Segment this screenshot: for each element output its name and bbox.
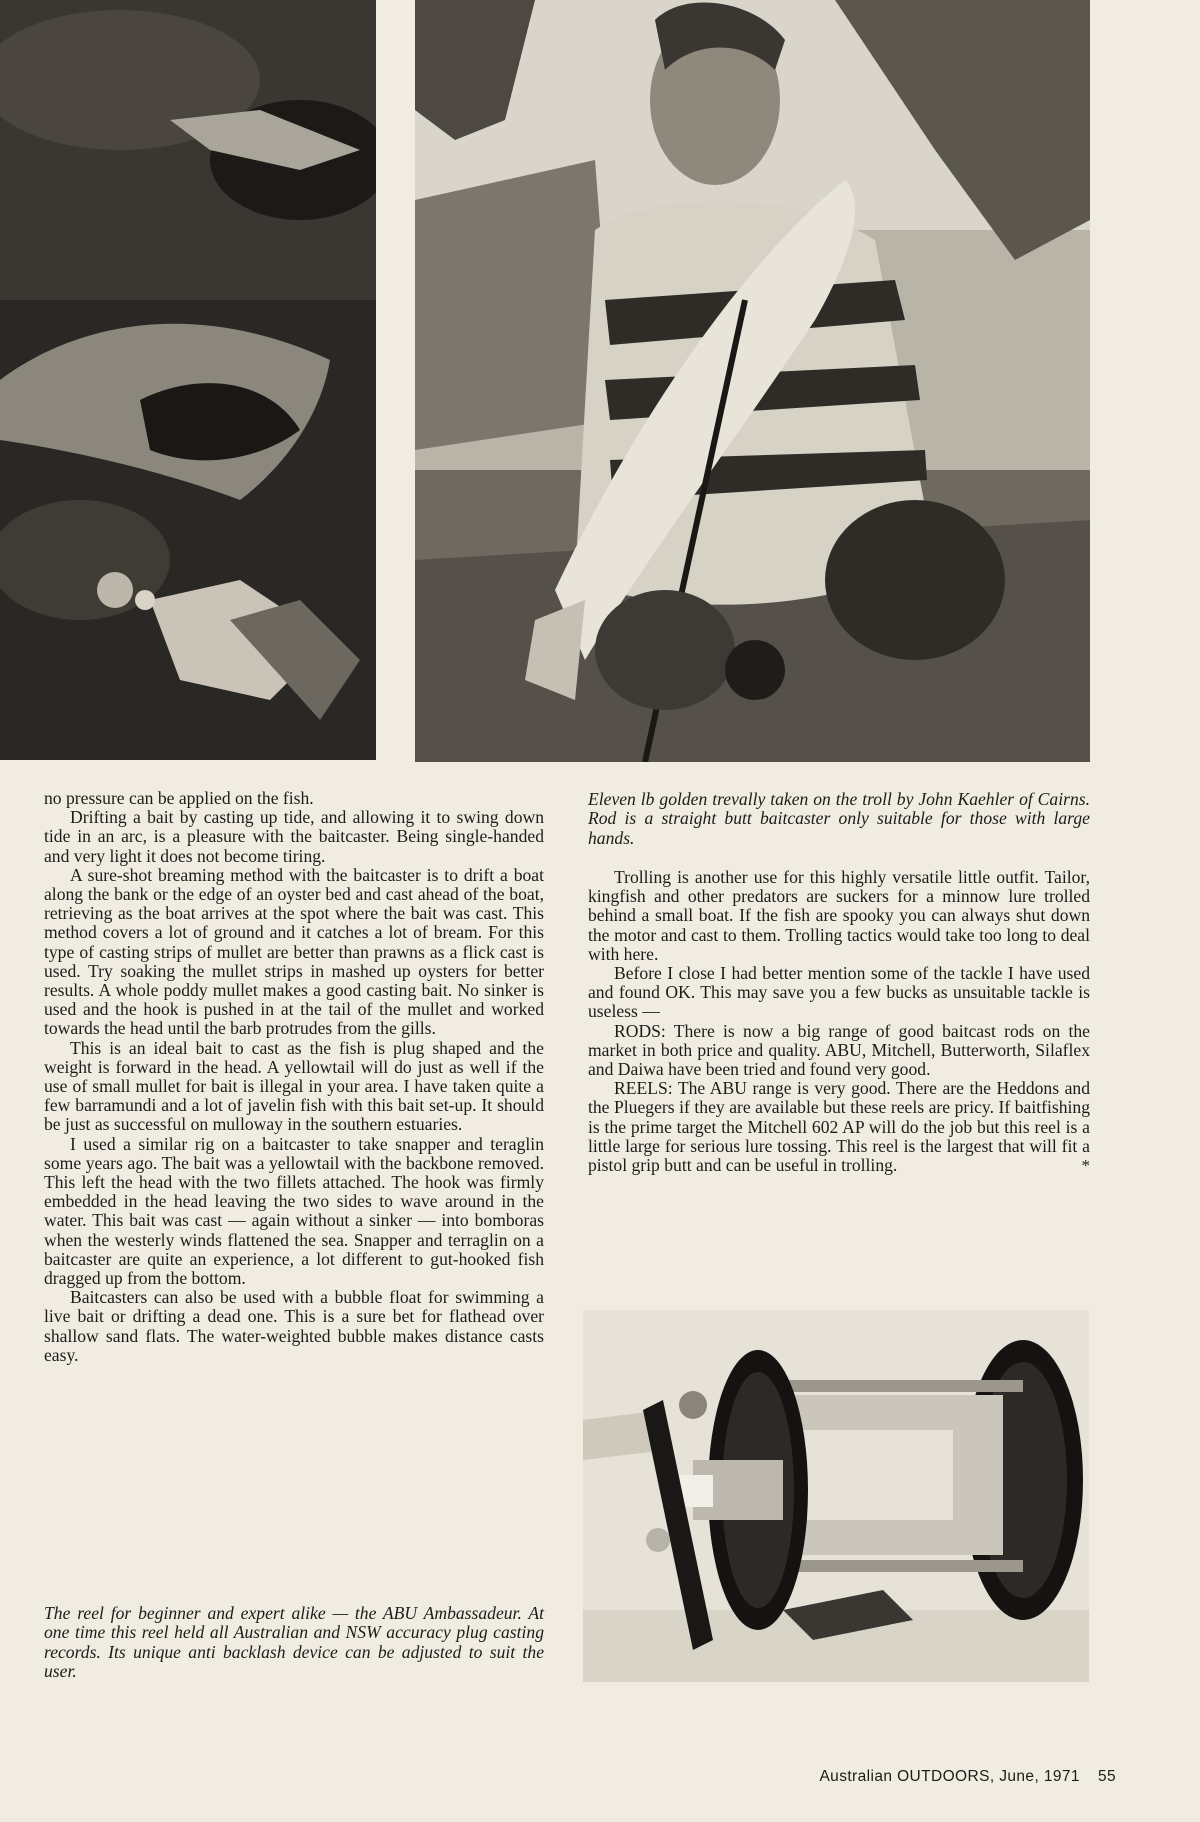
article-column-left	[44, 789, 544, 1365]
paragraph: A sure-shot breaming method with the baitcaster is to drift a boat along the bank or the edge of an oyster bed and cast ahead of the boat, retrieving as the boat arrives at the spot where the bait was cast. This method covers a lot of ground and it catches a lot of bream. For this type of casting strips of mullet are better than prawns as a flick cast is used. Try soaking the mullet strips in mashed up oysters for better results. A whole poddy mullet makes a good casting bait. No sinker is used and the hook is pushed in at the tail of the mullet and worked towards the head until the barb protrudes from the gills.	[44, 864, 544, 1039]
caption-reel: The reel for beginner and expert alike — the ABU Ambassadeur. At one time this reel held all Australian and NSW accuracy plug casting records. Its unique anti backlash device can be adjusted to suit the user.	[44, 1603, 544, 1682]
end-of-article-mark: *	[1081, 1156, 1090, 1176]
paragraph: This is an ideal bait to cast as the fish is plug shaped and the weight is forward in the head. A yellowtail will do just as well if the use of small mullet for bait is illegal in your area. I have taken quite a few barramundi and a lot of javelin fish with this bait set-up. It should be just as successful on mulloway in the southern estuaries.	[44, 1037, 544, 1135]
photo-fish-tail-in-grass	[0, 0, 376, 760]
paragraph: I used a similar rig on a baitcaster to take snapper and teraglin some years ago. The bait was a yellowtail with the backbone removed. This left the head with the two fillets attached. The hook was firmly embedded in the head leaving the two sides to wave around in the water. This bait was cast — again without a sinker — into bomboras when the westerly winds flattened the sea. Snapper and terraglin on a baitcaster are quite an experience, a lot different to gut-hooked fish dragged up from the bottom.	[44, 1133, 544, 1289]
page-number: 55	[1097, 1768, 1116, 1785]
paragraph-text: REELS: The ABU range is very good. There are the Heddons and the Pluegers if they are available but these reels are pricy. If baitfishing is the prime target the Mitchell 602 AP will do the job but this reel is a little large for serious lure tossing. This reel is the largest that will fit a pistol grip butt and can be useful in trolling.	[588, 1078, 1090, 1176]
photo-reel-image	[583, 1310, 1089, 1682]
photo-abu-ambassadeur-reel	[583, 1310, 1089, 1682]
caption-trevally: Eleven lb golden trevally taken on the troll by John Kaehler of Cairns. Rod is a straight butt baitcaster only suitable for those with large hands.	[588, 789, 1090, 848]
paragraph: RODS: There is now a big range of good baitcast rods on the market in both price and quality. ABU, Mitchell, Butterworth, Silaflex and Daiwa have been tried and found very good.	[588, 1020, 1090, 1080]
photo-man-holding-trevally	[415, 0, 1090, 762]
paragraph-reels	[588, 1079, 1090, 1175]
article-column-right	[588, 868, 1090, 1175]
paragraph: Before I close I had better mention some of the tackle I have used and found OK. This may save you a few bucks as unsuitable tackle is useless —	[588, 963, 1090, 1022]
paragraph: Drifting a bait by casting up tide, and allowing it to swing down tide in an arc, is a pleasure with the baitcaster. Being single-handed and very light it does not become tiring.	[44, 807, 544, 866]
page-footer	[640, 1768, 1116, 1786]
photo-fish-tail-image	[0, 0, 376, 760]
publication-info: Australian OUTDOORS, June, 1971	[819, 1768, 1080, 1785]
paragraph: no pressure can be applied on the fish.	[44, 788, 314, 808]
paragraph: Baitcasters can also be used with a bubble float for swimming a live bait or drifting a dead one. This is a sure bet for flathead over shallow sand flats. The water-weighted bubble makes distance casts easy.	[44, 1287, 544, 1365]
photo-trevally-image	[415, 0, 1090, 762]
paragraph: Trolling is another use for this highly versatile little outfit. Tailor, kingfish and other predators are suckers for a minnow lure trolled behind a small boat. If the fish are spooky you can always shut down the motor and cast to them. Trolling tactics would take too long to deal with here.	[588, 867, 1090, 964]
